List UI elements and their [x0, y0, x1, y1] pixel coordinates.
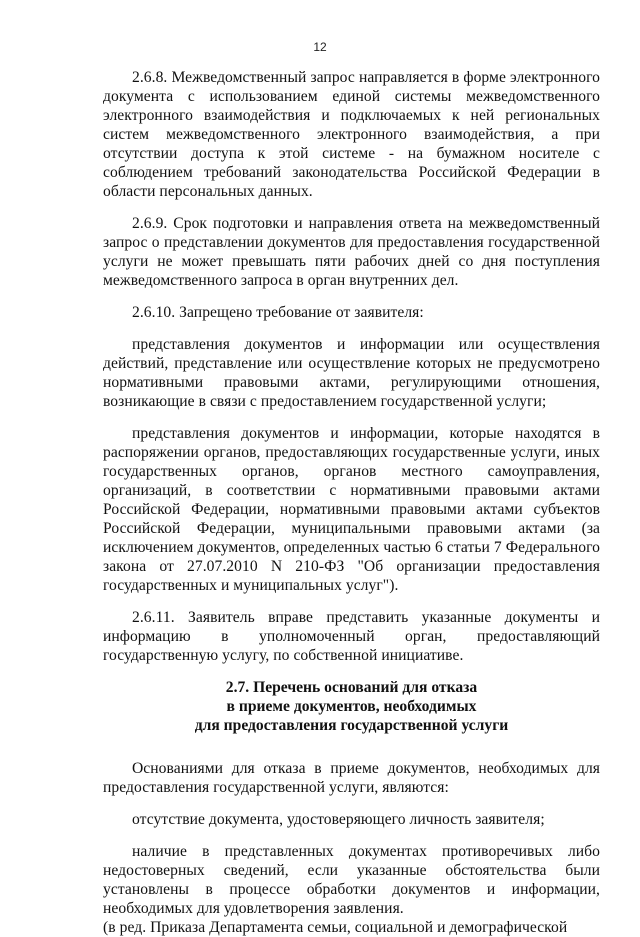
paragraph-amendment-note: (в ред. Приказа Департамента семьи, социальной и демографической [103, 919, 568, 936]
section-heading-2-7: 2.7. Перечень оснований для отказа в приеме документов, необходимых для предоставления государственной услуги [194, 679, 509, 734]
paragraph-ground-1: отсутствие документа, удостоверяющего личность заявителя; [132, 811, 545, 828]
paragraph-2-6-8: 2.6.8. Межведомственный запрос направляется в форме электронного документа с использованием единой системы межведомственного электронного взаимодействия и подключаемых к ней региональных систем межведомственного электронного взаимодействия, а при отсутствии доступа к этой системе - на бумажном носителе с соблюдением требований законодательства Российской Федерации в области персональных данных. [103, 69, 600, 200]
document-body [103, 68, 600, 937]
paragraph-requirement-1: представления документов и информации или осуществления действий, представление или осуществление которых не предусмотрено нормативными правовыми актами, регулирующими отношения, возникающие в связи с предоставлением государственной услуги; [103, 336, 600, 410]
paragraph-grounds-intro: Основаниями для отказа в приеме документов, необходимых для предоставления государственной услуги, являются: [103, 760, 600, 796]
paragraph-2-6-11: 2.6.11. Заявитель вправе представить указанные документы и информацию в уполномоченный орган, предоставляющий государственную услугу, по собственной инициативе. [103, 609, 600, 664]
paragraph-requirement-2: представления документов и информации, которые находятся в распоряжении органов, предоставляющих государственные услуги, иных государственных органов, органов местного самоуправления, организаций, в соответствии с нормативными правовыми актами Российской Федерации, нормативными правовыми актами субъектов Российской Федерации, муниципальными правовыми актами (за исключением документов, определенных частью 6 статьи 7 Федерального закона от 27.07.2010 N 210-ФЗ "Об организации предоставления государственных и муниципальных услуг"). [103, 425, 600, 594]
paragraph-ground-2: наличие в представленных документах противоречивых либо недостоверных сведений, если указанные обстоятельства были установлены в процессе обработки документов и информации, необходимых для удовлетворения заявления. [103, 843, 600, 917]
paragraph-2-6-10: 2.6.10. Запрещено требование от заявителя: [132, 304, 424, 321]
paragraph-2-6-9: 2.6.9. Срок подготовки и направления ответа на межведомственный запрос о представлении документов для предоставления государственной услуги не может превышать пяти рабочих дней со дня поступления межведомственного запроса в орган внутренних дел. [103, 215, 600, 289]
page-number: 12 [313, 40, 327, 54]
